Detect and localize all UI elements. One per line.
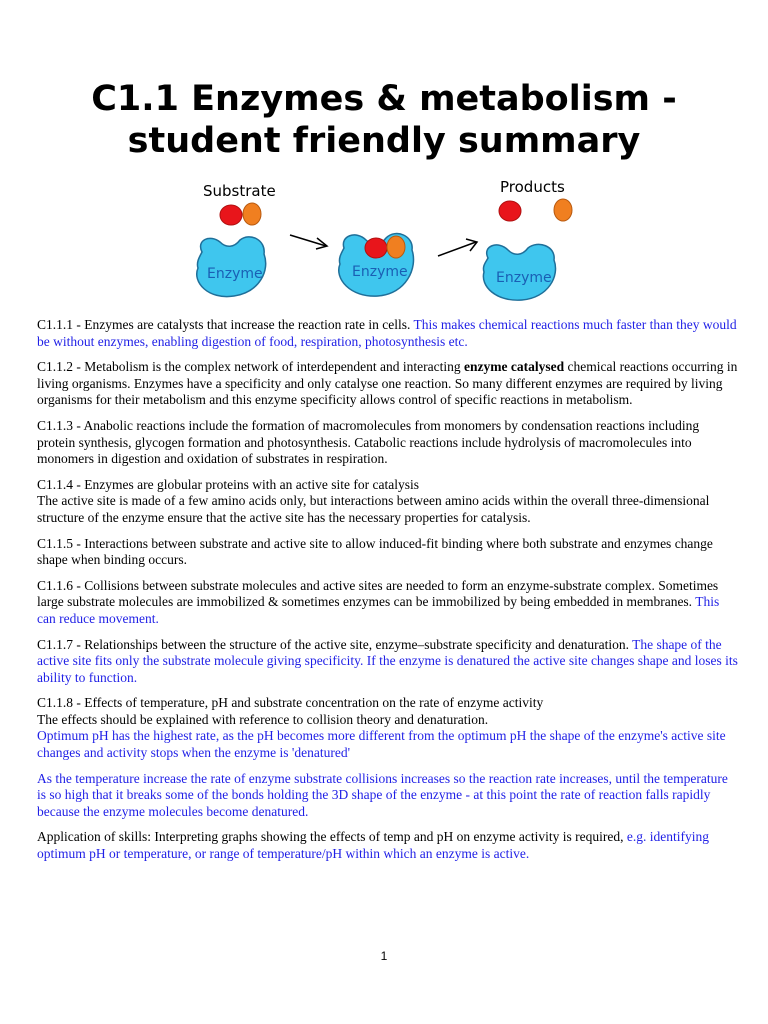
spec-text: chemical reactions occurring in living organisms. Enzymes have a specificity and only catalyse one reaction. So many different enzymes are required by living organisms for their metabolism and this enzyme specificity allows control of specific reactions in metabolism.	[37, 359, 738, 408]
spec-text: C1.1.8 - Effects of temperature, pH and substrate concentration on the rate of enzyme activity	[37, 695, 544, 711]
substrate-red-molecule	[220, 205, 242, 225]
product-red-molecule	[499, 201, 521, 221]
spec-text: Application of skills: Interpreting graphs showing the effects of temp and pH on enzyme activity is required,	[37, 829, 627, 845]
explanation-text: Optimum pH has the highest rate, as the pH becomes more different from the optimum pH the shape of the enzyme's active site changes and activity stops when the enzyme is 'denatured'	[37, 728, 726, 761]
section-c1-1-3	[37, 418, 739, 468]
section-c1-1-6	[37, 578, 739, 628]
section-c1-1-1	[37, 317, 739, 350]
section-c1-1-2	[37, 359, 739, 409]
summary-body	[37, 317, 739, 872]
page-number: 1	[380, 949, 388, 963]
explanation-text: This can reduce movement.	[37, 594, 720, 626]
title-line-2: student friendly summary	[127, 121, 641, 161]
spec-text: C1.1.5 - Interactions between substrate and active site to allow induced-fit binding where both substrate and enzymes change shape when binding occurs.	[37, 535, 713, 568]
spec-text: The active site is made of a few amino acids only, but interactions between amino acids within the overall three-dimensional structure of the enzyme ensure that the active site has the necessary properties for catalysis.	[37, 493, 710, 525]
section-c1-1-7	[37, 637, 739, 687]
enzyme-label-2: Enzyme	[352, 264, 408, 280]
section-temperature	[37, 771, 739, 821]
section-skills	[37, 829, 739, 862]
spec-text: C1.1.3 - Anabolic reactions include the formation of macromolecules from monomers by condensation reactions including protein synthesis, glycogen formation and photosynthesis. Catabolic reactions include hydrolysis of macromolecules into monomers in digestion and oxidation of substrates in respiration.	[37, 417, 700, 467]
emphasis-text: enzyme catalysed	[464, 359, 565, 375]
substrate-label: Substrate	[203, 182, 276, 200]
enzyme-label-3: Enzyme	[496, 270, 552, 286]
spec-text: C1.1.1 - Enzymes are catalysts that increase the reaction rate in cells.	[37, 317, 414, 332]
enzyme-reaction-diagram	[180, 172, 600, 307]
page-title	[0, 78, 768, 162]
bound-substrate-orange	[387, 236, 405, 258]
explanation-text: This makes chemical reactions much faster than they would be without enzymes, enabling digestion of food, respiration, photosynthesis etc.	[37, 317, 737, 349]
section-c1-1-4	[37, 477, 739, 527]
explanation-text: e.g. identifying optimum pH or temperature, or range of temperature/pH within which an enzyme is active.	[37, 829, 709, 862]
enzyme-label-1: Enzyme	[207, 266, 263, 282]
section-c1-1-8	[37, 695, 739, 761]
title-line-1: C1.1 Enzymes & metabolism -	[91, 79, 677, 119]
bound-substrate-red	[365, 238, 387, 258]
arrow-icon	[438, 239, 477, 256]
spec-text: C1.1.6 - Collisions between substrate molecules and active sites are needed to form an enzyme-substrate complex. Sometimes large substrate molecules are immobilized & sometimes enzymes can be immobilized by being embedded in membranes.	[37, 577, 719, 610]
explanation-text: As the temperature increase the rate of enzyme substrate collisions increases so the reaction rate increases, until the temperature is so high that it breaks some of the bonds holding the 3D shape of the enzyme - at this point the rate of reaction falls rapidly because the enzyme molecules become denatured.	[37, 770, 728, 819]
spec-text: C1.1.4 - Enzymes are globular proteins with an active site for catalysis	[37, 476, 420, 492]
substrate-orange-molecule	[243, 203, 261, 225]
arrow-icon	[290, 235, 327, 249]
spec-text: The effects should be explained with reference to collision theory and denaturation.	[37, 711, 489, 727]
product-orange-molecule	[554, 199, 572, 221]
spec-text: C1.1.7 - Relationships between the structure of the active site, enzyme–substrate specificity and denaturation.	[37, 636, 633, 652]
products-label: Products	[500, 178, 565, 196]
explanation-text: The shape of the active site fits only the substrate molecule giving specificity. If the enzyme is denatured the active site changes shape and loses its ability to function.	[37, 636, 738, 685]
spec-text: C1.1.2 - Metabolism is the complex network of interdependent and interacting	[37, 359, 465, 375]
section-c1-1-5	[37, 536, 739, 569]
